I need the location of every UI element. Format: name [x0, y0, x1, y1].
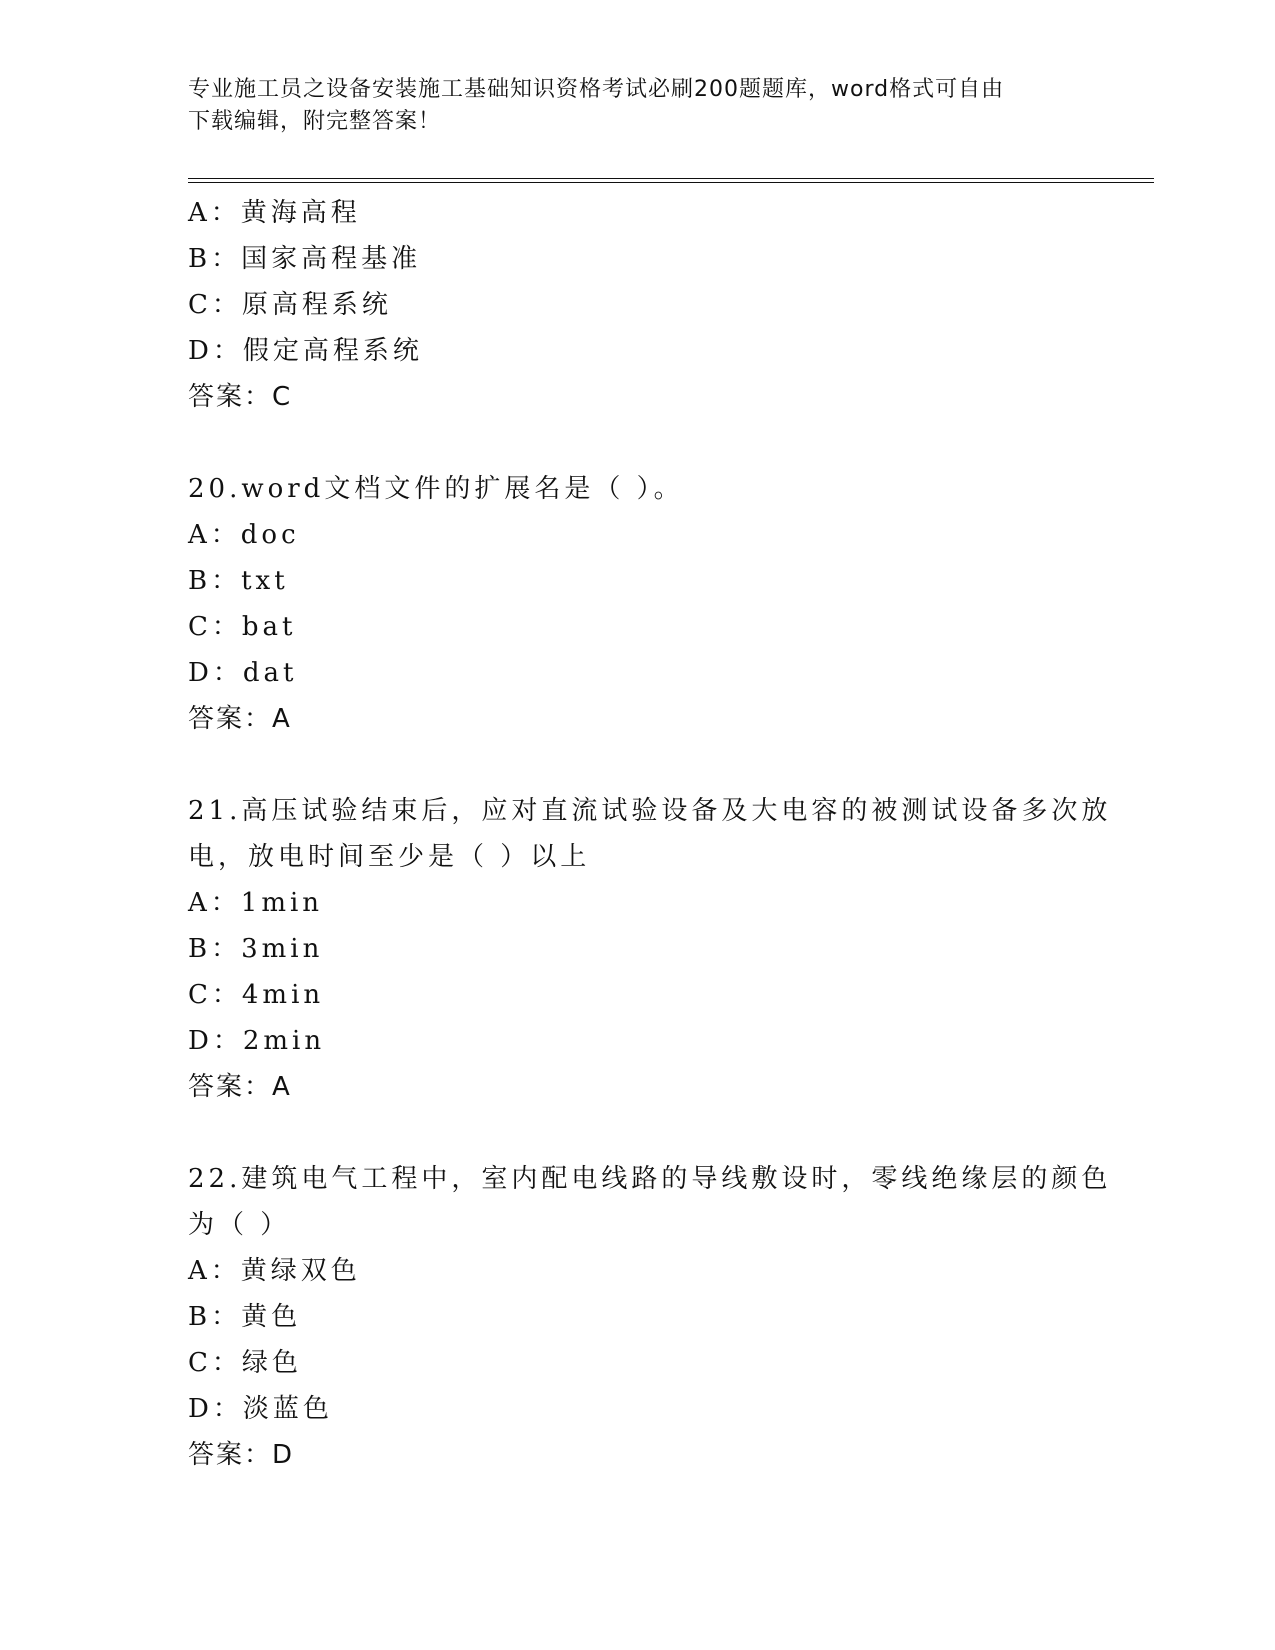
- question-19: [188, 190, 1088, 420]
- question-21: [188, 788, 1112, 1110]
- option-c: C：绿色: [188, 1348, 302, 1378]
- spacer: [188, 742, 1088, 788]
- question-20: [188, 466, 1088, 742]
- option-b: B：黄色: [188, 1302, 302, 1332]
- question-stem: 20.word文档文件的扩展名是（ ）。: [188, 474, 684, 504]
- option-c: C：4min: [188, 980, 325, 1010]
- option-c: C：原高程系统: [188, 290, 392, 320]
- option-b: B：国家高程基准: [188, 244, 422, 274]
- header-divider-bottom: [188, 182, 1154, 183]
- question-stem-line-1: 21.高压试验结束后，应对直流试验设备及大电容的被测试设备多次放: [188, 796, 1112, 826]
- option-a: A：1min: [188, 888, 324, 918]
- option-c: C：bat: [188, 612, 297, 642]
- option-a: A：黄海高程: [188, 198, 361, 228]
- header-line-2: 下载编辑，附完整答案！: [188, 109, 442, 134]
- question-22: [188, 1156, 1112, 1478]
- question-stem-line-1: 22.建筑电气工程中，室内配电线路的导线敷设时，零线绝缘层的颜色: [188, 1164, 1112, 1194]
- question-stem-line-2: 为（ ）: [188, 1210, 291, 1240]
- question-stem-line-2: 电，放电时间至少是（ ）以上: [188, 842, 591, 872]
- option-d: D：假定高程系统: [188, 336, 423, 366]
- document-header: [188, 74, 1088, 138]
- option-d: D：淡蓝色: [188, 1394, 333, 1424]
- header-line-1: 专业施工员之设备安装施工基础知识资格考试必刷200题题库，word格式可自由: [188, 77, 1005, 102]
- option-d: D：2min: [188, 1026, 326, 1056]
- spacer: [188, 1110, 1088, 1156]
- option-a: A：黄绿双色: [188, 1256, 361, 1286]
- header-divider-top: [188, 178, 1154, 179]
- answer: 答案：A: [188, 704, 292, 734]
- option-a: A：doc: [188, 520, 300, 550]
- answer: 答案：A: [188, 1072, 292, 1102]
- answer: 答案：C: [188, 382, 293, 412]
- spacer: [188, 420, 1088, 466]
- answer: 答案：D: [188, 1440, 295, 1470]
- option-b: B：txt: [188, 566, 289, 596]
- question-list: [188, 190, 1112, 1478]
- option-d: D：dat: [188, 658, 298, 688]
- option-b: B：3min: [188, 934, 324, 964]
